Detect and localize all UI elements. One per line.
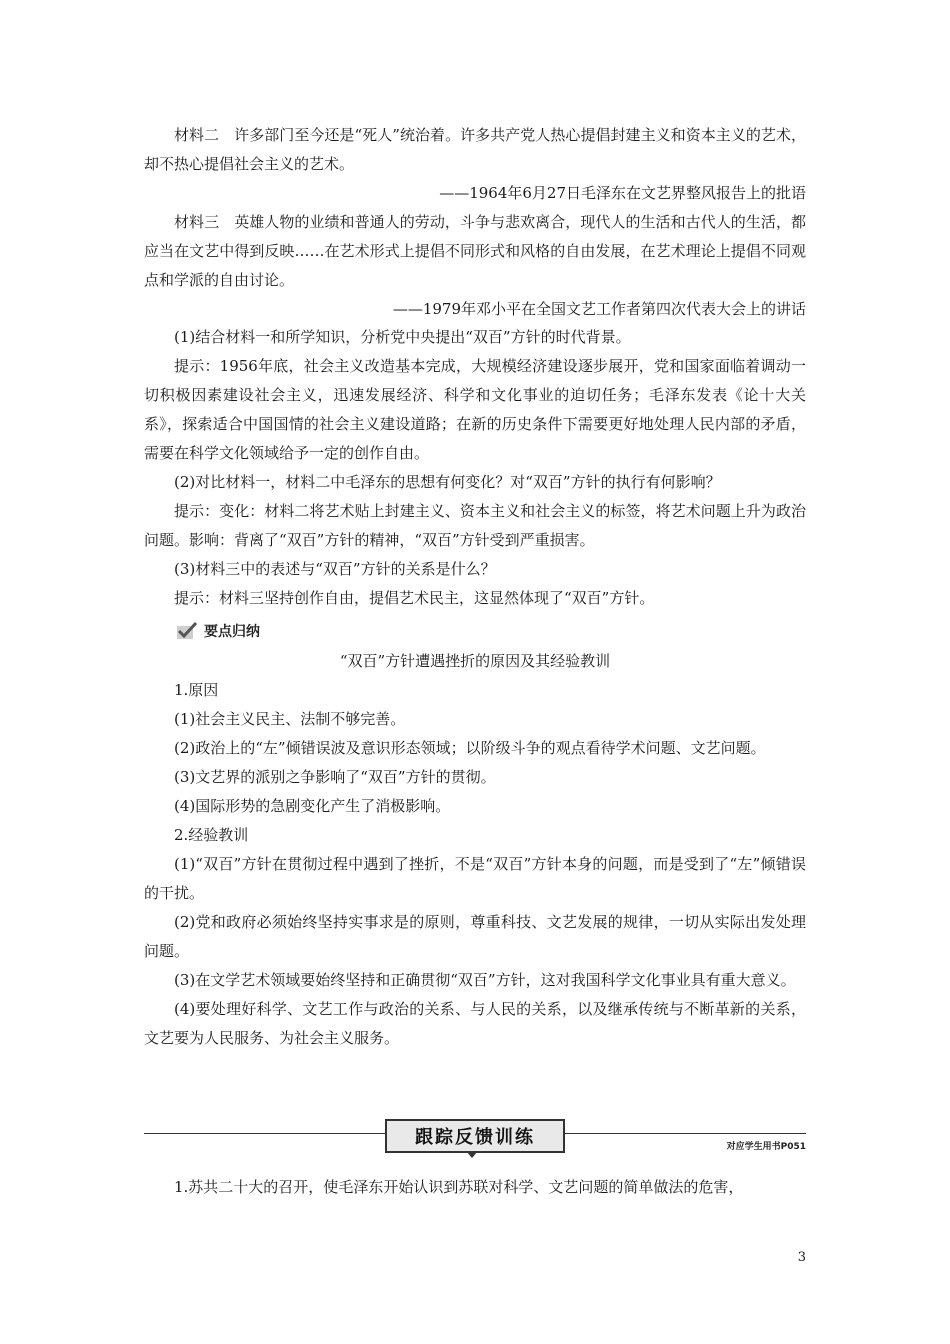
- question-3: (3)材料三中的表述与“双百”方针的关系是什么？: [174, 560, 496, 578]
- banner-label: 跟踪反馈训练: [415, 1127, 535, 1148]
- question-1: (1)结合材料一和所学知识，分析党中央提出“双百”方针的时代背景。: [174, 328, 631, 346]
- material-two-paragraph: 材料二 许多部门至今还是“死人”统治着。许多共产党人热心提倡封建主义和资本主义的艺术，却不热心提倡社会主义的艺术。: [144, 126, 806, 173]
- answer-3: 提示：材料三坚持创作自由，提倡艺术民主，这显然体现了“双百”方针。: [174, 589, 655, 607]
- banner-rule-right: [565, 1133, 806, 1134]
- question-2: (2)对比材料一，材料二中毛泽东的思想有何变化？对“双百”方针的执行有何影响？: [174, 473, 721, 491]
- lesson-item: (4)要处理好科学、文艺工作与政治的关系、与人民的关系，以及继承传统与不断革新的关系，文艺要为人民服务、为社会主义服务。: [144, 1000, 806, 1047]
- material-three-source: ——1979年邓小平在全国文艺工作者第四次代表大会上的讲话: [392, 300, 806, 318]
- banner-box: [385, 1119, 565, 1153]
- banner-rule-left: [144, 1133, 385, 1134]
- summary-section: [144, 647, 806, 1053]
- cause-item: (1)社会主义民主、法制不够完善。: [174, 710, 406, 728]
- cause-item: (4)国际形势的急剧变化产生了消极影响。: [174, 797, 451, 815]
- feedback-training-banner: [144, 1119, 806, 1159]
- material-three-paragraph: 材料三 英雄人物的业绩和普通人的劳动，斗争与悲欢离合，现代人的生活和古代人的生活，都应当在文艺中得到反映……在艺术形式上提倡不同形式和风格的自由发展，在艺术理论上提倡不同观点和学派的自由讨论。: [144, 213, 806, 289]
- summary-heading: [176, 620, 260, 642]
- checkmark-icon: [176, 622, 198, 640]
- exercise-section: [144, 1173, 806, 1202]
- questions-section: [144, 323, 806, 613]
- lesson-item: (2)党和政府必须始终坚持实事求是的原则，尊重科技、文艺发展的规律，一切从实际出发处理问题。: [144, 913, 806, 960]
- summary-heading-label: 要点归纳: [204, 624, 260, 640]
- answer-2: 提示：变化：材料二将艺术贴上封建主义、资本主义和社会主义的标签，将艺术问题上升为政治问题。影响：背离了“双百”方针的精神，“双百”方针受到严重损害。: [144, 502, 806, 549]
- lesson-item: (3)在文学艺术领域要始终坚持和正确贯彻“双百”方针，这对我国科学文化事业具有重大意义。: [174, 971, 796, 989]
- cause-item: (2)政治上的“左”倾错误波及意识形态领域；以阶级斗争的观点看待学术问题、文艺问题。: [174, 739, 766, 757]
- page-number: 3: [797, 1250, 806, 1265]
- lesson-item: (1)“双百”方针在贯彻过程中遇到了挫折，不是“双百”方针本身的问题，而是受到了“左”倾错误的干扰。: [144, 855, 806, 902]
- cause-item: (3)文艺界的派别之争影响了“双百”方针的贯彻。: [174, 768, 496, 786]
- exercise-question-1: 1.苏共二十大的召开，使毛泽东开始认识到苏联对科学、文艺问题的简单做法的危害，: [174, 1178, 744, 1196]
- banner-pointer-icon: [466, 1151, 478, 1158]
- material-two-source: ——1964年6月27日毛泽东在文艺界整风报告上的批语: [439, 184, 806, 202]
- student-book-reference: 对应学生用书P051: [726, 1142, 806, 1152]
- lessons-title: 2.经验教训: [174, 826, 249, 844]
- materials-section: [144, 121, 806, 324]
- answer-1: 提示：1956年底，社会主义改造基本完成，大规模经济建设逐步展开，党和国家面临着调动一切积极因素建设社会主义，迅速发展经济、科学和文化事业的迫切任务；毛泽东发表《论十大关系》，探索适合中国国情的社会主义建设道路；在新的历史条件下需要更好地处理人民内部的矛盾，需要在科学文化领域给予一定的创作自由。: [144, 357, 806, 462]
- summary-title: “双百”方针遭遇挫折的原因及其经验教训: [339, 652, 611, 670]
- causes-title: 1.原因: [174, 681, 219, 699]
